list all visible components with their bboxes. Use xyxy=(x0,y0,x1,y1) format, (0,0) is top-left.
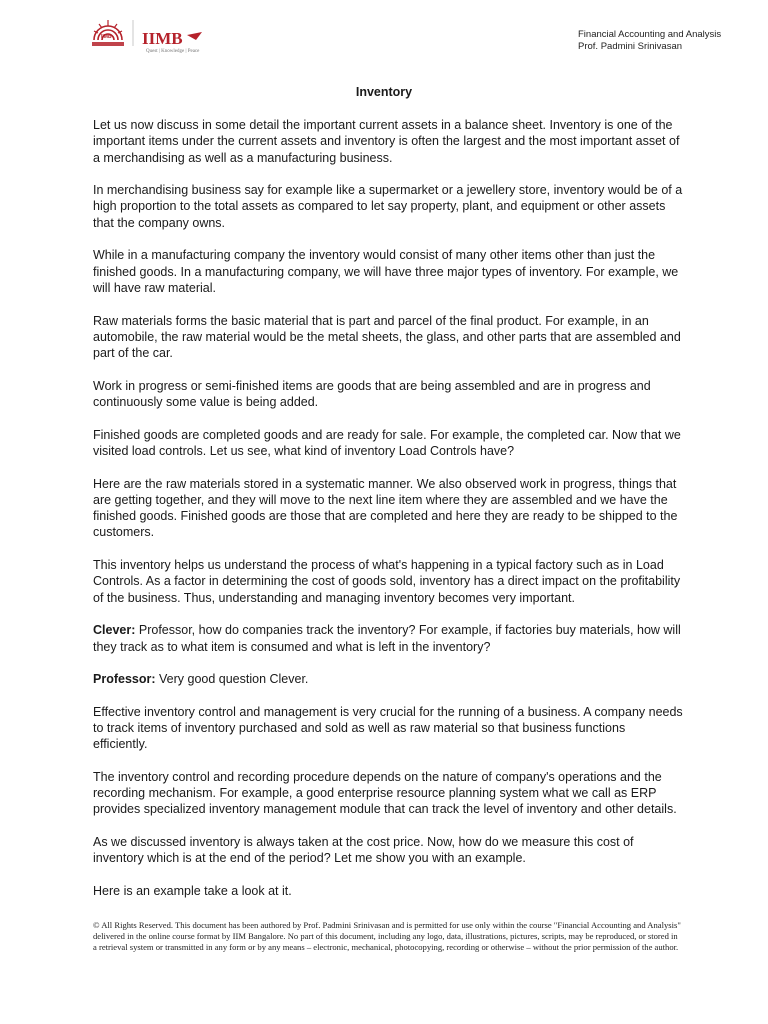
paragraph-text: In merchandising business say for example like a supermarket or a jewellery store, inventory would be of a high proportion to the total assets as compared to let say property, plant, and equipment or other assets that the company owns. xyxy=(93,183,683,230)
paragraph-text: While in a manufacturing company the inventory would consist of many other items other than just the finished goods. In a manufacturing company, we will have three major types of inventory. For example, we will have raw material. xyxy=(93,248,679,295)
body-paragraph xyxy=(93,834,683,867)
body-paragraph xyxy=(93,704,683,753)
svg-text:IIMB: IIMB xyxy=(142,29,183,48)
paragraph-text: Here are the raw materials stored in a systematic manner. We also observed work in progress, things that are getting together, and they will move to the next line item where they are assembled and we have the finished goods. Finished goods are those that are completed and here they are ready to be shipped to the customers. xyxy=(93,476,678,540)
speaker-label: Professor: xyxy=(93,672,156,687)
paragraph-text: This inventory helps us understand the process of what's happening in a typical factory such as in Load Controls. As a factor in determining the cost of goods sold, inventory has a direct impact on the profitability of the business. Thus, understanding and managing inventory becomes very important. xyxy=(93,558,681,605)
dialogue-paragraph xyxy=(93,671,683,687)
body-paragraph xyxy=(93,557,683,606)
author-name: Prof. Padmini Srinivasan xyxy=(578,41,683,52)
body-paragraph xyxy=(93,883,683,899)
paragraph-text: Raw materials forms the basic material that is part and parcel of the final product. For example, in an automobile, the raw material would be the metal sheets, the glass, and other parts that are assembled and part of the car. xyxy=(93,313,681,361)
logo-tagline: Quest | Knowledge | Peace xyxy=(146,49,200,54)
iimb-logo xyxy=(90,16,230,58)
body-paragraph xyxy=(93,378,683,411)
body-paragraph xyxy=(93,247,683,296)
body-paragraph xyxy=(93,769,683,818)
body-paragraph xyxy=(93,117,683,166)
body-paragraph xyxy=(93,182,683,231)
paragraph-text: Very good question Clever. xyxy=(155,672,309,687)
body-paragraph xyxy=(93,427,683,460)
copyright-notice: © All Rights Reserved. This document has been authored by Prof. Padmini Srinivasan and is permitted for use only within the course "Financial Accounting and Analysis" delivered in the online course format by IIM Bangalore. No part of this document, including any logo, data, illustrations, pictures, scripts, may be reproduced, or stored in a retrieval system or transmitted in any form or by any means – electronic, mechanical, photocopying, recording or otherwise – without the prior permission of the author. xyxy=(93,920,681,952)
paragraph-text: Professor, how do companies track the inventory? For example, if factories buy materials, how will they track as to what item is consumed and what is left in the inventory? xyxy=(93,623,681,654)
paragraph-text: The inventory control and recording procedure depends on the nature of company's operations and the recording mechanism. For example, a good enterprise resource planning system what we call as ERP provides specialized inventory management module that can track the level of inventory and other details. xyxy=(93,769,677,817)
paragraph-text: Finished goods are completed goods and are ready for sale. For example, the completed car. Now that we visited load controls. Let us see, what kind of inventory Load Controls have? xyxy=(93,427,681,458)
svg-text:IIMB: IIMB xyxy=(101,34,112,40)
dialogue-paragraph xyxy=(93,622,683,655)
body-paragraph xyxy=(93,313,683,362)
body-paragraph xyxy=(93,476,683,541)
paragraph-text: Work in progress or semi-finished items are goods that are being assembled and are in progress and continuously some value is being added. xyxy=(93,378,651,410)
paragraph-text: As we discussed inventory is always taken at the cost price. Now, how do we measure this cost of inventory which is at the end of the period? Let me show you with an example. xyxy=(93,835,634,866)
header-info xyxy=(578,29,721,53)
document-title: Inventory xyxy=(355,85,413,99)
course-name: Financial Accounting and Analysis xyxy=(578,29,722,40)
paragraph-text: Here is an example take a look at it. xyxy=(93,883,292,898)
paragraph-text: Effective inventory control and management is very crucial for the running of a business. A company needs to track items of inventory purchased and sold as well as raw material so that business functions efficiently. xyxy=(93,704,683,752)
document-body xyxy=(93,117,683,899)
paragraph-text: Let us now discuss in some detail the important current assets in a balance sheet. Inventory is one of the important items under the current assets and inventory is often the largest and the most important asset of a merchandising as well as a manufacturing business. xyxy=(93,118,680,165)
speaker-label: Clever: xyxy=(93,623,136,638)
iimb-emblem-icon xyxy=(90,16,230,50)
